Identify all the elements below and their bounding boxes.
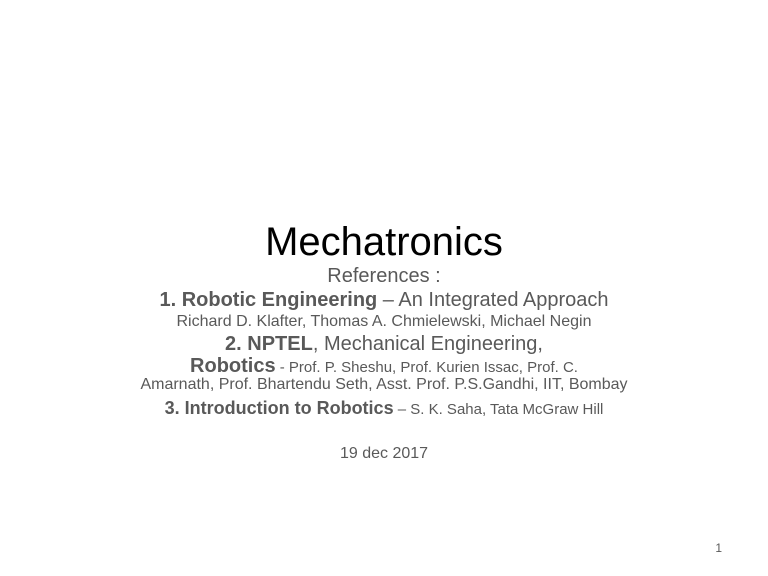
reference-1-subtitle: – An Integrated Approach (377, 289, 609, 311)
slide-date: 19 dec 2017 (339, 445, 429, 462)
reference-3 (110, 396, 658, 422)
reference-1-title: 1. Robotic Engineering (159, 289, 378, 311)
page-number: 1 (715, 541, 722, 555)
reference-2-title: 2. NPTEL (225, 333, 313, 355)
slide-title: Mechatronics (265, 220, 503, 264)
reference-2-course-authors: - Prof. P. Sheshu, Prof. Kurien Issac, Prof. C. (275, 359, 578, 376)
reference-2-course-authors-cont: Amarnath, Prof. Bhartendu Seth, Asst. Prof. P.S.Gandhi, IIT, Bombay (140, 376, 628, 393)
reference-2-course-title: Robotics (190, 355, 276, 377)
reference-1-authors: Richard D. Klafter, Thomas A. Chmielewski, Michael Negin (176, 313, 592, 330)
slide-body (110, 265, 658, 464)
reference-1 (110, 288, 658, 312)
reference-2 (110, 332, 658, 356)
reference-2-subtitle: , Mechanical Engineering, (312, 333, 543, 355)
references-heading: References : (327, 265, 441, 287)
reference-3-authors: – S. K. Saha, Tata McGraw Hill (393, 401, 604, 418)
reference-2-course (110, 357, 658, 377)
reference-3-title: 3. Introduction to Robotics (164, 398, 394, 418)
